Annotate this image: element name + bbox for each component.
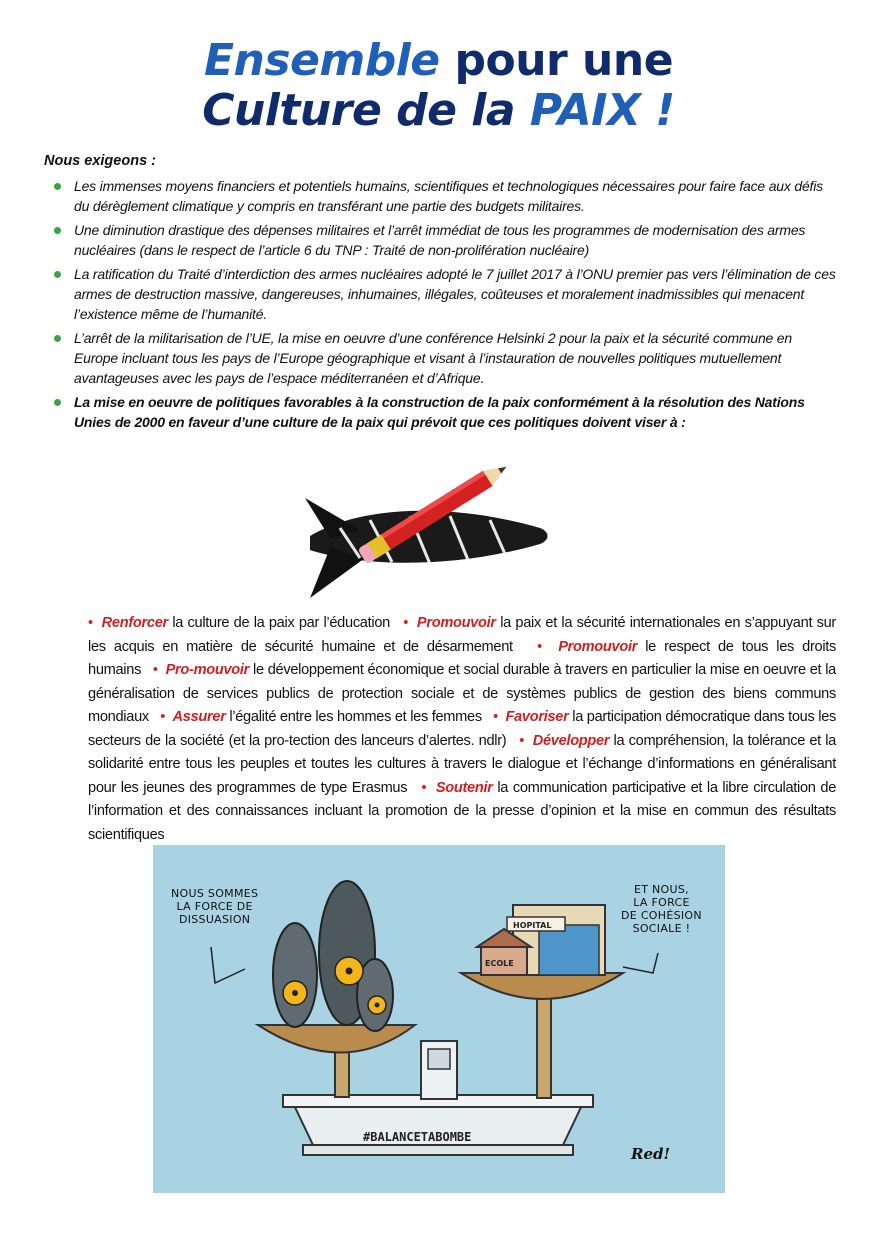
goal-keyword: Soutenir [435, 779, 493, 796]
intro-heading: Nous exigeons : [44, 153, 156, 169]
goal-keyword: Assurer [172, 709, 226, 725]
hashtag-label: #BALANCETABOMBE [363, 1130, 472, 1144]
goal-bullet: • [88, 615, 102, 631]
goal-text: l’égalité entre les hommes et les femmes [225, 709, 482, 725]
goal-text: la culture de la paix par l’éducation [167, 615, 390, 631]
title-word-ensemble: Ensemble [203, 35, 440, 86]
goal-text: la participation démocratique dans tous les secteurs de la société (et la pro-tection des lanceurs d’alertes. ndlr) [88, 709, 837, 749]
school-label: ECOLE [485, 959, 514, 968]
demand-item: Une diminution drastique des dépenses militaires et l’arrêt immédiat de tous les programmes de modernisation des armes nucléaires (dans le respect de l’article 6 du TNP : Traité de non-prolifération nucléaire) [48, 220, 838, 260]
demands-list [48, 176, 838, 436]
goal-keyword: Favoriser [505, 709, 569, 725]
goal-bullet: • [160, 709, 173, 725]
demand-item: Les immenses moyens financiers et potentiels humains, scientifiques et technologiques nécessaires pour faire face aux défis du dérèglement climatique y compris en transférant une partie des budgets militaires. [48, 176, 838, 216]
hospital-label: HOPITAL [513, 921, 552, 930]
demand-item: La mise en oeuvre de politiques favorables à la construction de la paix conformément à la résolution des Nations Unies de 2000 en faveur d’une culture de la paix qui prévoit que ces politiques doivent viser à : [48, 392, 838, 432]
demand-item: L’arrêt de la militarisation de l’UE, la mise en oeuvre d’une conférence Helsinki 2 pour la paix et la sécurité commune en Europe incluant tous les pays de l’Europe géographique et visant à l’instauration de nouvelles politiques mutuellement avantageuses avec les pays de l’espace méditerranéen et d’Afrique. [48, 328, 838, 388]
goal-bullet: • [537, 638, 559, 655]
title-word-pour-une: pour une [439, 35, 674, 86]
goals-paragraph [88, 612, 836, 847]
page-title [0, 36, 877, 136]
goal-text: la communication participative et la libre circulation de l’information et des connaissances incluant la promotion de la presse d’opinion et la mise en commun des résultats scientifiques [88, 779, 837, 843]
goal-text: le respect de tous les droits humains [88, 638, 837, 678]
bullet-dot-icon [54, 227, 61, 234]
artist-signature: Red! [631, 1145, 671, 1163]
bullet-dot-icon [54, 271, 61, 278]
goal-keyword: Renforcer [101, 615, 168, 631]
title-word-paix: PAIX ! [529, 85, 675, 136]
bullet-dot-icon [54, 183, 61, 190]
goal-keyword: Pro-mouvoir [165, 662, 250, 678]
goal-bullet: • [421, 779, 436, 796]
goal-text: la compréhension, la tolérance et la solidarité entre tous les peuples et toutes les cultures à travers le dialogue et l’échange d’informations en généralisant pour les jeunes des programmes de type Erasmus [88, 732, 836, 796]
goal-keyword: Promouvoir [558, 638, 638, 655]
pencil-missile-illustration [300, 458, 560, 604]
demand-item: La ratification du Traité d’interdiction des armes nucléaires adopté le 7 juillet 2017 à l’ONU premier pas vers l’élimination de ces armes de destruction massive, dangereuses, inhumaines, illégales, coûteuses et moralement inadmissibles qui menacent l’existence même de l’humanité. [48, 264, 838, 324]
title-word-culture: Culture de la [202, 85, 530, 136]
left-speech-bubble: NOUS SOMMES LA FORCE DE DISSUASION [171, 887, 259, 926]
bullet-dot-icon [54, 399, 61, 406]
goal-bullet: • [152, 662, 166, 678]
goal-keyword: Développer [532, 732, 610, 749]
goal-bullet: • [403, 615, 417, 631]
goal-keyword: Promouvoir [416, 615, 496, 631]
right-speech-bubble: ET NOUS, LA FORCE DE COHÉSION SOCIALE ! [621, 883, 702, 935]
goal-text: la paix et la sécurité internationales en s’appuyant sur les acquis en matière de sécurité humaine et de désarmement [88, 615, 836, 655]
goal-text: le développement économique et social durable à travers en particulier la mise en oeuvre et la généralisation de services publics de protection sociale et de systèmes publics de gestion des biens communs mondiaux [88, 662, 837, 725]
goal-bullet: • [493, 709, 506, 725]
bullet-dot-icon [54, 335, 61, 342]
balance-cartoon [153, 845, 725, 1193]
goal-bullet: • [519, 732, 533, 749]
